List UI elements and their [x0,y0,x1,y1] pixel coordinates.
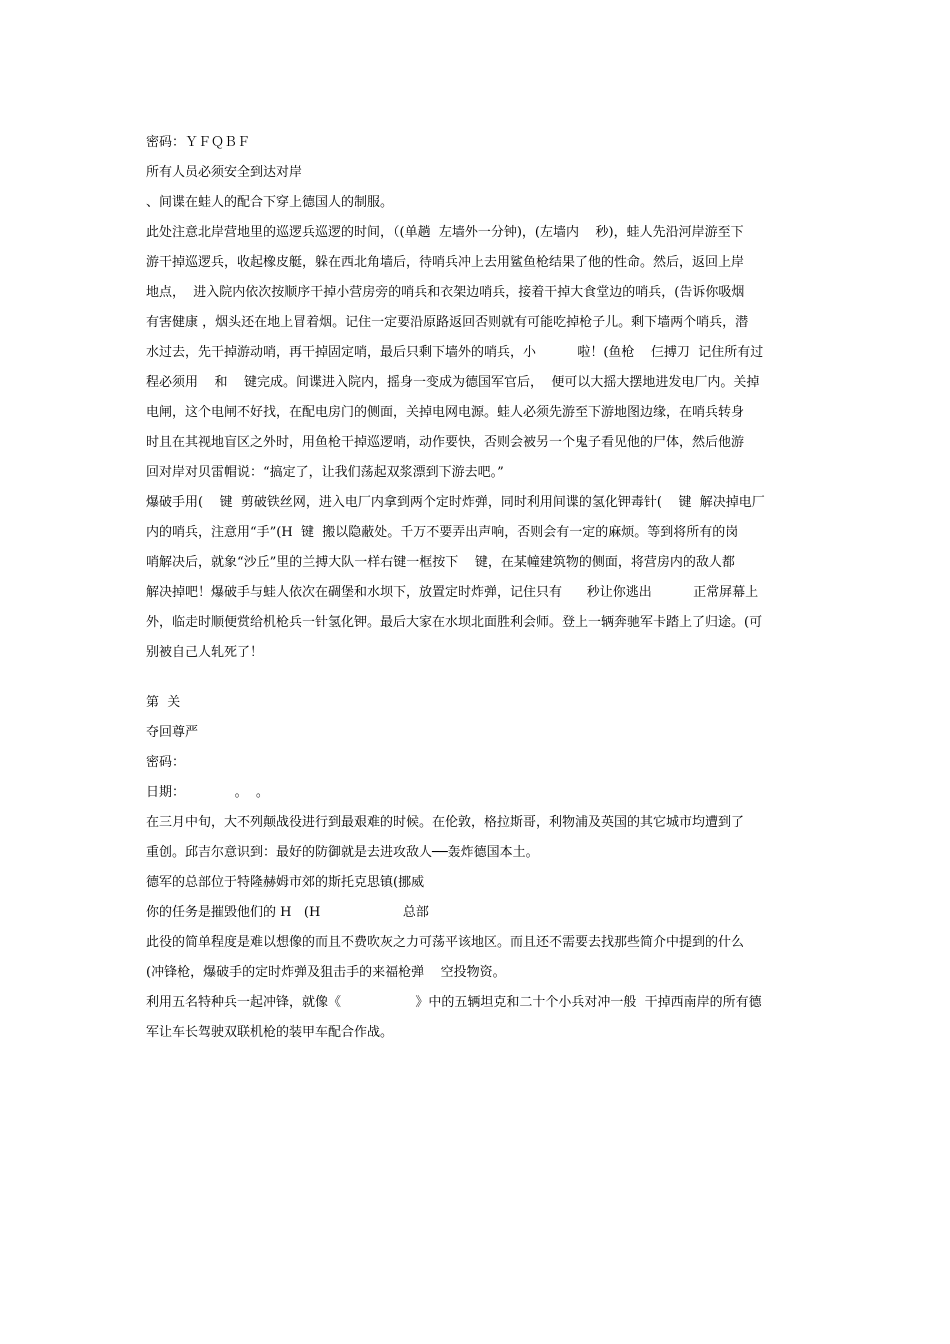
date-line: 日期： 。 。 [146,785,269,800]
paragraph-line: 在三月中旬，大不列颠战役进行到最艰难的时候。在伦敦，格拉斯哥，利物浦及英国的其它城市均遭到了 [146,815,745,830]
hq-line: 德军的总部位于特隆赫姆市郊的斯托克思镇(挪威 [146,875,425,890]
paragraph-line: 电闸，这个电闸不好找，在配电房门的侧面，关掉电网电源。蛙人必须先游至下游地图边缘，在哨兵转身 [146,405,745,420]
paragraph-line: 有害健康 ，烟头还在地上冒着烟。记住一定要沿原路返回否则就有可能吃掉枪子儿。剩下墙两个哨兵，潜 [146,315,749,330]
step-1: 、间谍在蛙人的配合下穿上德国人的制服。 [146,195,394,210]
paragraph-line: 回对岸对贝雷帽说：“搞定了，让我们荡起双浆漂到下游去吧。” [146,465,504,480]
mission-title: 所有人员必须安全到达对岸 [146,165,303,180]
paragraph-line: 军让车长驾驶双联机枪的装甲车配合作战。 [146,1025,394,1040]
paragraph-line: (冲锋枪，爆破手的定时炸弹及狙击手的来福枪弹 空投物资。 [146,965,506,980]
section-gap [146,668,810,688]
document-page [146,128,810,1048]
paragraph-line: 爆破手用( 键 剪破铁丝网，进入电厂内拿到两个定时炸弹，同时利用间谍的氢化钾毒针( 键 解决掉电厂 [146,495,765,510]
paragraph-1 [146,218,810,488]
paragraph-line: 重创。邱吉尔意识到：最好的防御就是去进攻敌人──轰炸德国本土。 [146,845,539,860]
paragraph-line: 程必须用 和 键完成。间谍进入院内，摇身一变成为德国军官后， 便可以大摇大摆地进发电厂内。关掉 [146,375,760,390]
paragraph-line: 水过去，先干掉游动哨，再干掉固定哨，最后只剩下墙外的哨兵，小 啦！(鱼枪 仨搏刀 记住所有过 [146,345,764,360]
paragraph-line: 此役的简单程度是难以想像的而且不费吹灰之力可荡平该地区。而且还不需要去找那些简介中提到的什么 [146,935,745,950]
paragraph-line: 时且在其视地盲区之外时，用鱼枪干掉巡逻哨，动作要快，否则会被另一个鬼子看见他的尸体，然后他游 [146,435,745,450]
paragraph-line: 地点， 进入院内依次按顺序干掉小营房旁的哨兵和衣架边哨兵，接着干掉大食堂边的哨兵，(告诉你吸烟 [146,285,745,300]
mission-line: 你的任务是摧毁他们的 H (H 总部 [146,905,429,920]
password-line: 密码：ＹＦＱＢＦ [146,135,251,150]
paragraph-line: 游干掉巡逻兵，收起橡皮艇，躲在西北角墙后，待哨兵冲上去用鲨鱼枪结果了他的性命。然后，返回上岸 [146,255,745,270]
paragraph-3 [146,808,810,868]
paragraph-line: 外，临走时顺便赏给机枪兵一针氢化钾。最后大家在水坝北面胜利会师。登上一辆奔驰军卡踏上了归途。(可 [146,615,763,630]
paragraph-4 [146,928,810,988]
paragraph-line: 内的哨兵，注意用“手”(H 键 搬以隐蔽处。千万不要弄出声响，否则会有一定的麻烦。等到将所有的岗 [146,525,739,540]
paragraph-line: 哨解决后，就象“沙丘”里的兰搏大队一样右键一框按下 键，在某幢建筑物的侧面，将营房内的敌人都 [146,555,735,570]
paragraph-5 [146,988,810,1048]
paragraph-2 [146,488,810,668]
paragraph-line: 别被自己人轧死了！ [146,645,264,660]
password-line-2: 密码： [146,755,186,770]
paragraph-line: 此处注意北岸营地里的巡逻兵巡逻的时间，（(单趟 左墙外一分钟)，(左墙内 秒)，蛙人先沿河岸游至下 [146,225,744,240]
paragraph-line: 解决掉吧！爆破手与蛙人依次在碉堡和水坝下，放置定时炸弹，记住只有 秒让你逃出 正常屏幕上 [146,585,759,600]
paragraph-line: 利用五名特种兵一起冲锋，就像《 》中的五辆坦克和二十个小兵对冲一般 干掉西南岸的所有德 [146,995,762,1010]
section-heading: 第 关 [146,695,181,710]
section-title: 夺回尊严 [146,725,199,740]
